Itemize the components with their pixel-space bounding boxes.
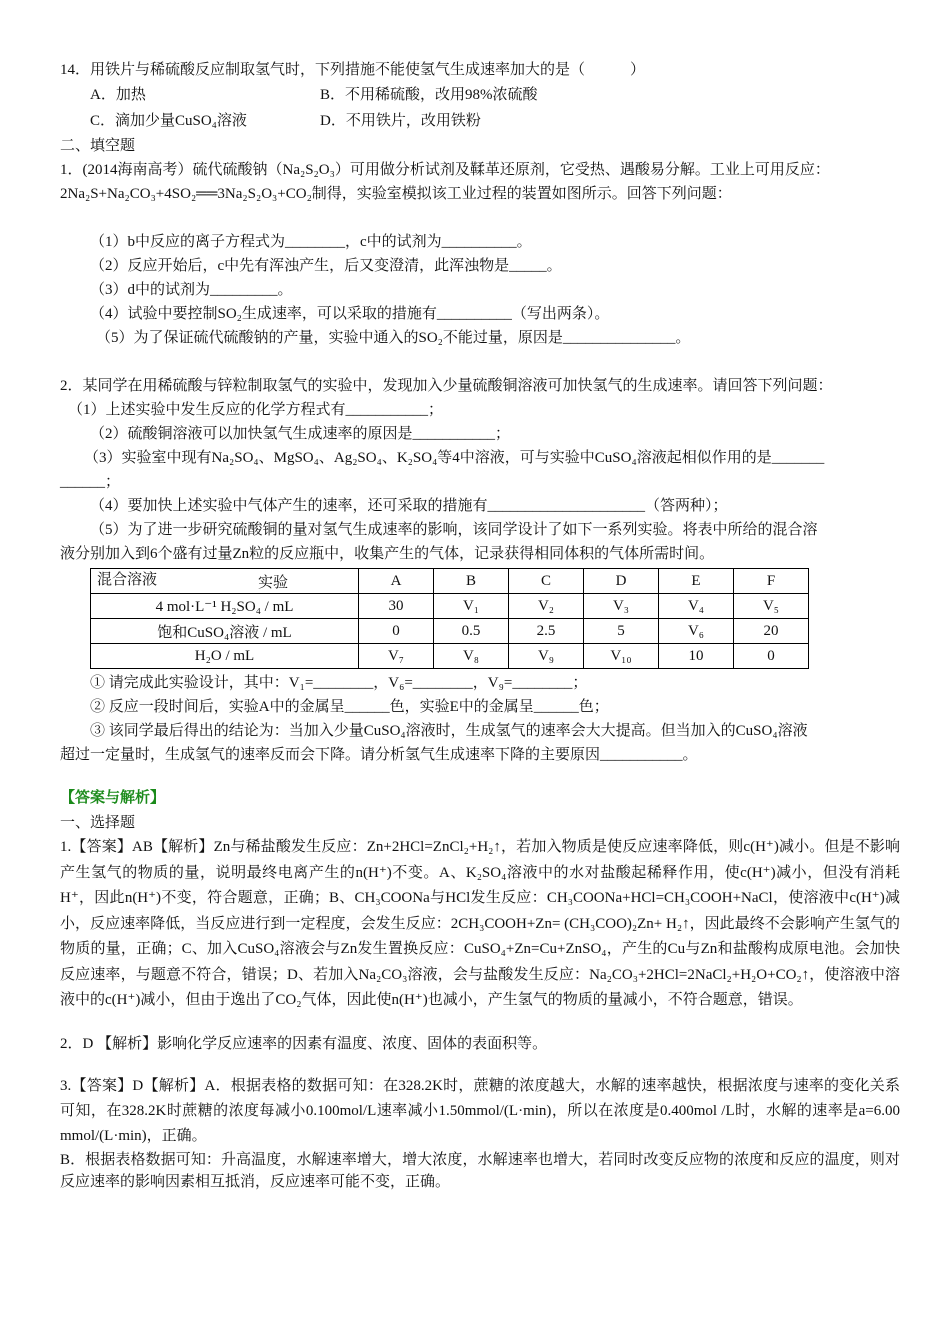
experiment-table — [90, 568, 809, 669]
table-col-header: E — [659, 569, 734, 594]
p1-item-4: （4）试验中要控制SO₂生成速率，可以采取的措施有__________（写出两条）。 — [90, 306, 610, 322]
q14-stem: 14．用铁片与稀硫酸反应制取氢气时，下列措施不能使氢气生成速率加大的是（ ） — [60, 62, 646, 78]
p2-q5-line1: （5）为了进一步研究硫酸铜的量对氢气生成速率的影响，该同学设计了如下一系列实验。将表中所给的混合溶 — [90, 522, 818, 538]
answers-section-choice: 一、选择题 — [60, 815, 136, 831]
table-cell: V₅ — [734, 594, 809, 619]
q14-options-row2 — [60, 108, 900, 134]
table-cell: 2.5 — [509, 619, 584, 644]
p2-q3-line1: （3）实验室中现有Na₂SO₄、MgSO₄、Ag₂SO₄、K₂SO₄等4中溶液，可与实验中CuSO₄溶液起相似作用的是_______ — [84, 450, 825, 466]
table-cell: V₆ — [659, 619, 734, 644]
p1-item-5: （5）为了保证硫代硫酸钠的产量，实验中通入的SO₂不能过量，原因是_______________。 — [96, 330, 691, 346]
table-cell: 5 — [584, 619, 659, 644]
p2-q1: （1）上述实验中发生反应的化学方程式有___________； — [68, 402, 444, 418]
table-cell: V₄ — [659, 594, 734, 619]
table-cell: 0 — [734, 644, 809, 669]
p2-q4: （4）要加快上述实验中气体产生的速率，还可采取的措施有_____________________（答两种）； — [90, 498, 728, 514]
q14-option-b: B．不用稀硫酸，改用98%浓硫酸 — [320, 87, 538, 103]
p1-intro-line2: 2Na₂S+Na₂CO₃+4SO₂══3Na₂S₂O₃+CO₂制得，实验室模拟该工业过程的装置如图所示。回答下列问题： — [60, 186, 732, 202]
answer-3: 3.【答案】D【解析】A．根据表格的数据可知：在328.2K时，蔗糖的浓度越大，水解的速率越快，根据浓度与速率的变化关系可知，在328.2K时蔗糖的浓度每减小0.100mol/L速率减小1.50mmol/(L·min)，所以在浓度是0.400mol /L时，水解的速率是a=6.00 mmol/(L·min)，正确。 — [60, 1077, 900, 1144]
table-cell: 30 — [359, 594, 434, 619]
p2-intro: 2．某同学在用稀硫酸与锌粒制取氢气的实验中，发现加入少量硫酸铜溶液可加快氢气的生成速率。请回答下列问题： — [60, 378, 833, 394]
table-cell: 10 — [659, 644, 734, 669]
table-cell: V₃ — [584, 594, 659, 619]
p1-intro-line1: 1．(2014海南高考）硫代硫酸钠（Na₂S₂O₃）可用做分析试剂及鞣革还原剂，它受热、遇酸易分解。工业上可用反应： — [60, 162, 830, 178]
p1-item-1: （1）b中反应的离子方程式为________，c中的试剂为__________。 — [90, 234, 532, 250]
p2-sub-3-line2: 超过一定量时，生成氢气的速率反而会下降。请分析氢气生成速率下降的主要原因___________。 — [60, 747, 698, 763]
table-cell: 0.5 — [434, 619, 509, 644]
table-row-label: 4 mol·L⁻¹ H₂SO₄ / mL — [91, 594, 359, 619]
p1-item-2: （2）反应开始后，c中先有浑浊产生，后又变澄清，此浑浊物是_____。 — [90, 258, 562, 274]
table-row — [91, 594, 809, 619]
table-col-header: D — [584, 569, 659, 594]
q14-options-row1 — [60, 82, 900, 108]
table-corner-cell — [91, 569, 359, 594]
answers-heading: 【答案与解析】 — [60, 790, 166, 806]
p1-item-3: （3）d中的试剂为_________。 — [90, 282, 293, 298]
q14-option-d: D．不用铁片，改用铁粉 — [320, 113, 481, 129]
table-col-header: F — [734, 569, 809, 594]
table-row — [91, 619, 809, 644]
p2-sub-2: ② 反应一段时间后，实验A中的金属呈______色，实验E中的金属呈______色； — [90, 699, 609, 715]
p2-sub-3-line1: ③ 该同学最后得出的结论为：当加入少量CuSO₄溶液时，生成氢气的速率会大大提高。但当加入的CuSO₄溶液 — [90, 723, 808, 739]
table-corner-bottom: 混合溶液 — [97, 572, 158, 588]
p2-q3-line2: ______； — [60, 474, 121, 490]
table-col-header: A — [359, 569, 434, 594]
table-col-header: B — [434, 569, 509, 594]
table-col-header: C — [509, 569, 584, 594]
table-cell: V₉ — [509, 644, 584, 669]
p2-q5-line2: 液分别加入到6个盛有过量Zn粒的反应瓶中，收集产生的气体，记录获得相同体积的气体所需时间。 — [60, 546, 715, 562]
answer-3-b: B．根据表格数据可知：升高温度，水解速率增大，增大浓度，水解速率也增大，若同时改变反应物的浓度和反应的温度，则对反应速率的影响因素相互抵消，反应速率可能不变，正确。 — [60, 1151, 900, 1190]
table-cell: V₇ — [359, 644, 434, 669]
table-cell: V₂ — [509, 594, 584, 619]
q14-option-c: C．滴加少量CuSO₄溶液 — [90, 113, 247, 129]
table-cell: V₈ — [434, 644, 509, 669]
table-row-label: 饱和CuSO₄溶液 / mL — [91, 619, 359, 644]
answer-2: 2．D 【解析】影响化学反应速率的因素有温度、浓度、固体的表面积等。 — [60, 1035, 548, 1052]
q14-option-a: A．加热 — [90, 87, 146, 103]
p2-q2: （2）硫酸铜溶液可以加快氢气生成速率的原因是___________； — [90, 426, 511, 442]
table-cell: 20 — [734, 619, 809, 644]
section-heading-fill-in: 二、填空题 — [60, 138, 136, 154]
table-row — [91, 644, 809, 669]
table-cell: V₁ — [434, 594, 509, 619]
table-header-row — [91, 569, 809, 594]
document-page — [60, 58, 900, 1193]
table-corner-top: 实验 — [257, 575, 288, 591]
table-cell: 0 — [359, 619, 434, 644]
table-row-label: H₂O / mL — [91, 644, 359, 669]
answer-1: 1.【答案】AB【解析】Zn与稀盐酸发生反应：Zn+2HCl=ZnCl₂+H₂↑，若加入物质是使反应速率降低，则c(H⁺)减小。但是不影响产生氢气的物质的量，说明最终电离产生的n(H⁺)不变。A、K₂SO₄溶液中的水对盐酸起稀释作用，使c(H⁺)减小，但没有消耗H⁺，因此n(H⁺)不变，符合题意，正确；B、CH₃COONa与HCl发生反应：CH₃COONa+HCl=CH₃COOH+NaCl，使溶液中c(H⁺)减小，反应速率降低，当反应进行到一定程度，会发生反应：2CH₃COOH+Zn= (CH₃COO)₂Zn+ H₂↑，因此最终不会影响产生氢气的物质的量，正确；C、加入CuSO₄溶液会与Zn发生置换反应：CuSO₄+Zn=Cu+ZnSO₄，产生的Cu与Zn和盐酸构成原电池。会加快反应速率，与题意不符合，错误；D、若加入Na₂CO₃溶液，会与盐酸发生反应：Na₂CO₃+2HCl=2NaCl₂+H₂O+CO₂↑，使溶液中溶液中的c(H⁺)减小，但由于逸出了CO₂气体，因此使n(H⁺)也减小，产生氢气的物质的量减小，不符合题意，错误。 — [60, 839, 900, 1008]
table-cell: V₁₀ — [584, 644, 659, 669]
p2-sub-1: ① 请完成此实验设计，其中：V₁=________，V₆=________，V₉=________； — [90, 675, 588, 691]
